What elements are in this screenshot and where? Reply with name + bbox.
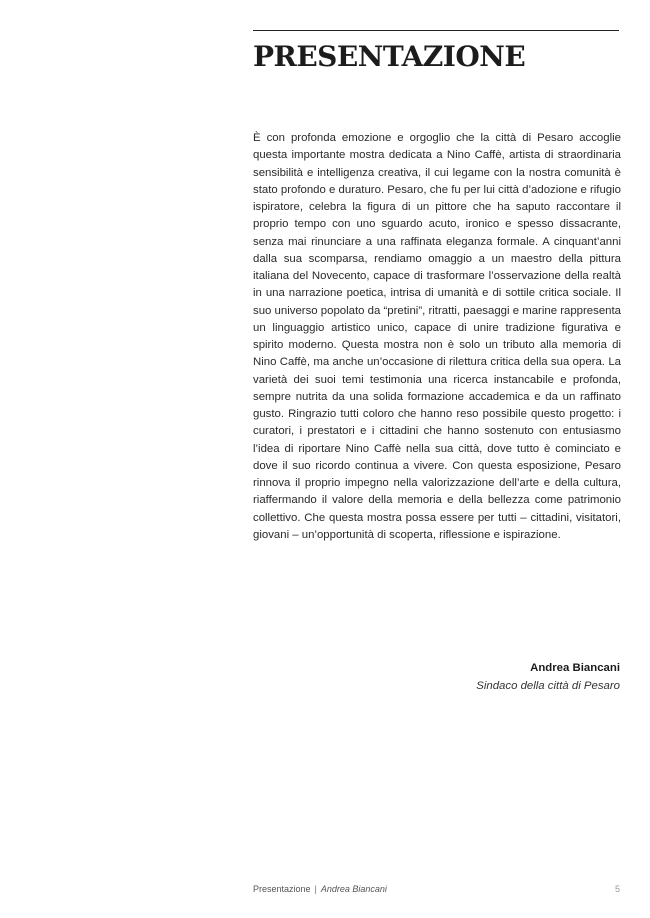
signature-name: Andrea Biancani xyxy=(530,662,620,674)
footer-separator: | xyxy=(314,884,317,894)
top-divider xyxy=(253,30,619,31)
page-footer xyxy=(253,882,620,896)
footer-section: Presentazione xyxy=(253,884,311,894)
signature-block xyxy=(253,659,620,695)
body-paragraph: È con profonda emozione e orgoglio che la città di Pesaro accoglie questa importante mostra dedicata a Nino Caffè, artista di straordinaria sensibilità e intelligenza creativa, il cui legame con la nostra comunità è stato profondo e duraturo. Pesaro, che fu per lui città d’adozione e rifugio ispiratore, celebra la figura di un pittore che ha saputo raccontare il proprio tempo con uno sguardo acuto, ironico e spesso dissacrante, senza mai rinunciare a una raffinata eleganza formale. A cinquant’anni dalla sua scomparsa, rendiamo omaggio a un maestro della pittura italiana del Novecento, capace di trasformare l’osservazione della realtà in una narrazione poetica, intrisa di umanità e di sottile critica sociale. Il suo universo popolato da “pretini”, ritratti, paesaggi e marine rappresenta un linguaggio artistico unico, capace di unire tradizione figurativa e spirito moderno. Questa mostra non è solo un tributo alla memoria di Nino Caffè, ma anche un’occasione di rilettura critica della sua opera. La varietà dei suoi temi testimonia una ricerca instancabile e profonda, sempre nutrita da una solida formazione accademica e da un raffinato gusto. Ringrazio tutti coloro che hanno reso possibile questo progetto: i curatori, i prestatori e i cittadini che hanno sostenuto con entusiasmo l’idea di riportare Nino Caffè nella sua città, dove tutto è cominciato e dove il suo ricordo continua a vivere. Con questa esposizione, Pesaro rinnova il proprio impegno nella valorizzazione dell’arte e della cultura, riaffermando il valore della memoria e della bellezza come patrimonio collettivo. Che questa mostra possa essere per tutti – cittadini, visitatori, giovani – un’opportunità di scoperta, riflessione e ispirazione. xyxy=(253,132,621,541)
footer-author: Andrea Biancani xyxy=(320,884,387,894)
signature-role: Sindaco della città di Pesaro xyxy=(476,680,620,692)
page-number: 5 xyxy=(614,884,620,894)
footer-running-title xyxy=(253,882,387,896)
page-title: PRESENTAZIONE xyxy=(253,40,526,73)
